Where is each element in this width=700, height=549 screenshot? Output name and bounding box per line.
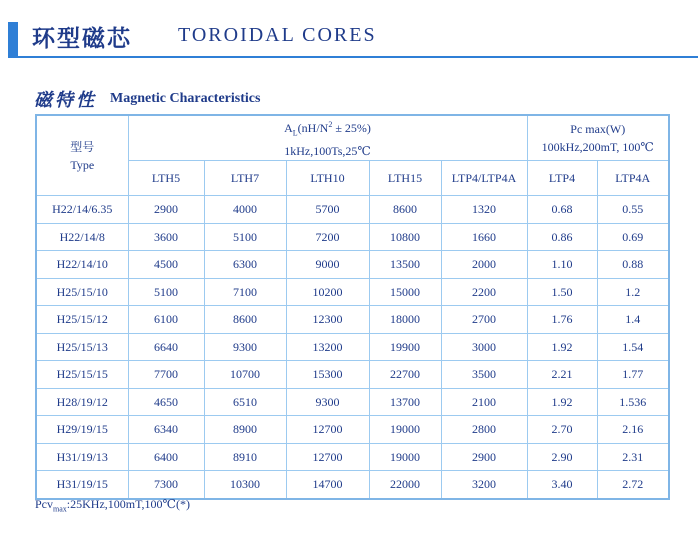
value-cell: 13500 [369,251,441,279]
table-row [36,361,669,389]
value-cell: 2.90 [527,443,597,471]
value-cell: 15000 [369,278,441,306]
table-header-row [36,115,669,161]
table-row [36,333,669,361]
value-cell: 7300 [128,471,204,499]
value-cell: 0.68 [527,196,597,224]
value-cell: 1.536 [597,388,669,416]
value-cell: 12700 [286,443,369,471]
value-cell: 1.92 [527,333,597,361]
value-cell: 6400 [128,443,204,471]
value-cell: 7100 [204,278,286,306]
value-cell: 2200 [441,278,527,306]
type-cell: H31/19/13 [36,443,128,471]
value-cell: 2.70 [527,416,597,444]
value-cell: 22700 [369,361,441,389]
title-divider [8,56,698,58]
type-cell: H28/19/12 [36,388,128,416]
value-cell: 2800 [441,416,527,444]
value-cell: 0.88 [597,251,669,279]
value-cell: 7200 [286,223,369,251]
value-cell: 8910 [204,443,286,471]
al-header-line2: 1kHz,100Ts,25℃ [284,144,371,159]
value-cell: 1.10 [527,251,597,279]
value-cell: 7700 [128,361,204,389]
page-title-english: TOROIDAL CORES [178,24,377,46]
value-cell: 9300 [286,388,369,416]
value-cell: 2.21 [527,361,597,389]
pc-header-line2: 100kHz,200mT, 100℃ [541,140,654,155]
value-cell: 2900 [441,443,527,471]
value-cell: 10700 [204,361,286,389]
value-cell: 1.77 [597,361,669,389]
value-cell: 19000 [369,443,441,471]
value-cell: 10200 [286,278,369,306]
magnetic-characteristics-table [35,114,670,500]
type-cell: H25/15/12 [36,306,128,334]
type-cell: H31/19/15 [36,471,128,499]
value-cell: 9000 [286,251,369,279]
value-cell: 2.16 [597,416,669,444]
column-header: LTP4A [597,161,669,196]
value-cell: 12300 [286,306,369,334]
table-row [36,278,669,306]
value-cell: 3.40 [527,471,597,499]
type-cell: H25/15/13 [36,333,128,361]
value-cell: 15300 [286,361,369,389]
value-cell: 10300 [204,471,286,499]
value-cell: 12700 [286,416,369,444]
column-header: LTH10 [286,161,369,196]
section-title-chinese: 磁特性 [34,90,97,111]
type-cell: H25/15/15 [36,361,128,389]
value-cell: 22000 [369,471,441,499]
value-cell: 1.4 [597,306,669,334]
value-cell: 0.55 [597,196,669,224]
al-header-line1: $A_L(nH/N^2 \pm 25\%)$ [284,120,371,138]
al-header-cell [128,115,527,161]
value-cell: 6640 [128,333,204,361]
material-header-row [36,161,669,196]
section-title-english: Magnetic Characteristics [110,91,261,106]
pc-header-cell [527,115,669,161]
table-row [36,443,669,471]
table-row [36,388,669,416]
value-cell: 18000 [369,306,441,334]
value-cell: 2000 [441,251,527,279]
value-cell: 5700 [286,196,369,224]
value-cell: 6510 [204,388,286,416]
column-header: LTH5 [128,161,204,196]
value-cell: 3200 [441,471,527,499]
value-cell: 14700 [286,471,369,499]
value-cell: 9300 [204,333,286,361]
table-row [36,416,669,444]
value-cell: 2.72 [597,471,669,499]
table-row [36,223,669,251]
value-cell: 4650 [128,388,204,416]
value-cell: 5100 [204,223,286,251]
value-cell: 1.2 [597,278,669,306]
value-cell: 2100 [441,388,527,416]
value-cell: 0.86 [527,223,597,251]
type-cell: H22/14/8 [36,223,128,251]
pc-header-line1: Pc max(W) [570,122,626,137]
type-header-english: Type [70,157,95,172]
value-cell: 19000 [369,416,441,444]
value-cell: 1.92 [527,388,597,416]
value-cell: 3500 [441,361,527,389]
table-row [36,196,669,224]
value-cell: 13200 [286,333,369,361]
value-cell: 10800 [369,223,441,251]
footnote: Pcv$_{max}$:25KHz,100mT,100℃(*) [35,497,190,514]
page-title-chinese: 环型磁芯 [32,25,132,52]
value-cell: 5100 [128,278,204,306]
table-row [36,471,669,499]
value-cell: 8600 [204,306,286,334]
type-cell: H22/14/6.35 [36,196,128,224]
type-header-chinese: 型号 [70,139,95,154]
column-header: LTP4/LTP4A [441,161,527,196]
value-cell: 6300 [204,251,286,279]
value-cell: 1660 [441,223,527,251]
column-header: LTH15 [369,161,441,196]
value-cell: 2700 [441,306,527,334]
value-cell: 1320 [441,196,527,224]
value-cell: 19900 [369,333,441,361]
value-cell: 13700 [369,388,441,416]
value-cell: 8900 [204,416,286,444]
value-cell: 1.50 [527,278,597,306]
value-cell: 3000 [441,333,527,361]
value-cell: 6340 [128,416,204,444]
type-header-cell [36,115,128,196]
table-row [36,251,669,279]
type-cell: H25/15/10 [36,278,128,306]
title-accent-bar [8,22,18,56]
value-cell: 4500 [128,251,204,279]
table-row [36,306,669,334]
value-cell: 1.54 [597,333,669,361]
value-cell: 0.69 [597,223,669,251]
type-cell: H29/19/15 [36,416,128,444]
value-cell: 8600 [369,196,441,224]
column-header: LTP4 [527,161,597,196]
value-cell: 2900 [128,196,204,224]
value-cell: 4000 [204,196,286,224]
value-cell: 3600 [128,223,204,251]
type-cell: H22/14/10 [36,251,128,279]
value-cell: 2.31 [597,443,669,471]
value-cell: 6100 [128,306,204,334]
column-header: LTH7 [204,161,286,196]
value-cell: 1.76 [527,306,597,334]
